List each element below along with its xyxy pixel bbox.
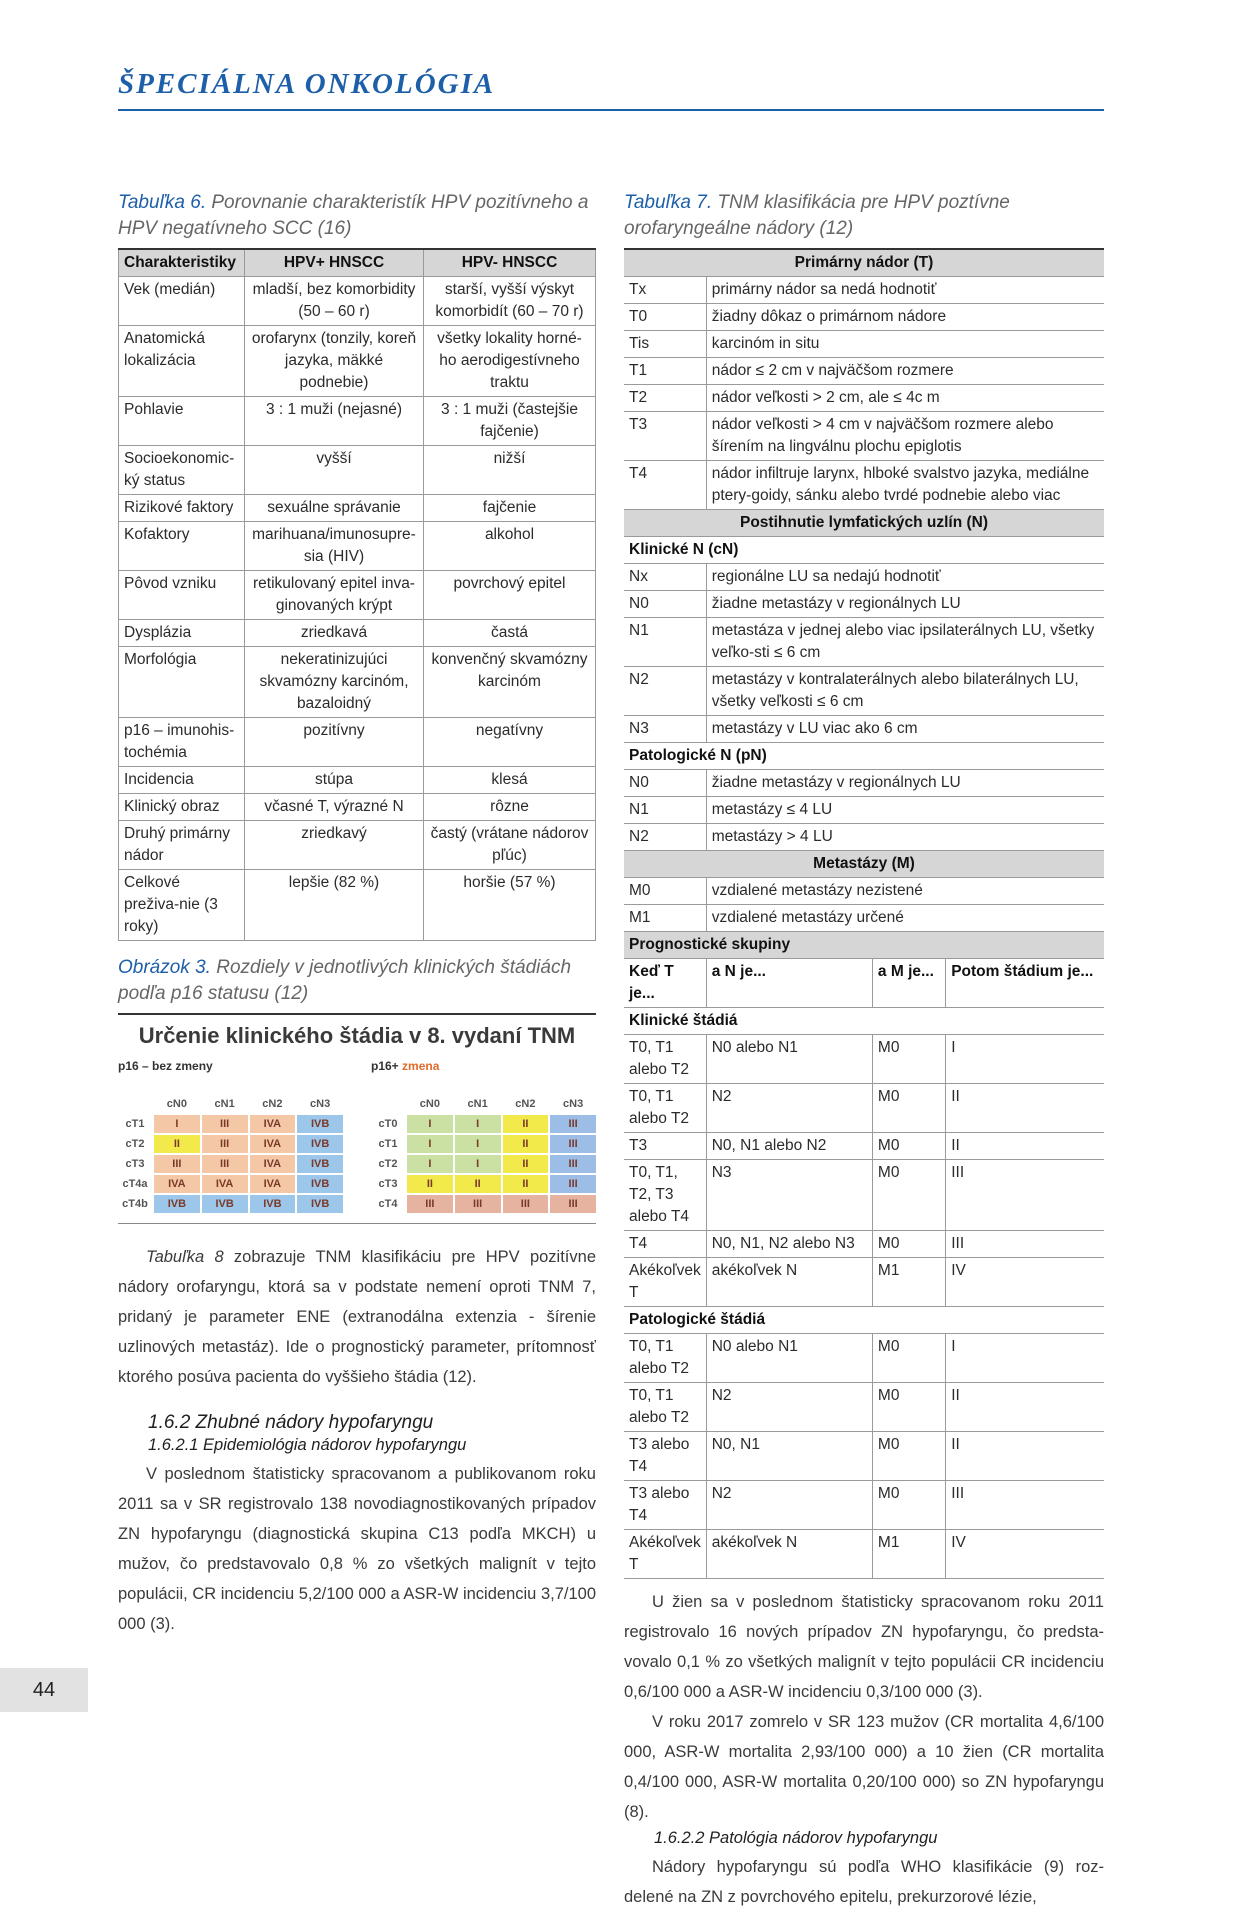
stage-cell: IVA [250, 1175, 296, 1193]
subsection-heading-1-6-2-1: 1.6.2.1 Epidemiológia nádorov hypofaryngu [148, 1436, 467, 1454]
stage-cell: III [550, 1175, 596, 1193]
stage-cell: I [407, 1115, 453, 1133]
table6-cell: Celkové preživa-nie (3 roky) [119, 870, 245, 941]
table7-clin-stage-row-cell: II [946, 1084, 1104, 1133]
table6-caption [118, 190, 596, 242]
table7-path-stage-row-cell: Akékoľvek T [624, 1530, 706, 1579]
table7-t-row [624, 412, 1104, 461]
table6-cell: klesá [424, 767, 596, 794]
table7-clin-stage-row-cell: M0 [872, 1035, 945, 1084]
table7-m-row-code: M0 [624, 878, 706, 905]
stage-col-header: cN0 [419, 1098, 440, 1110]
table7-path-stage-row [624, 1530, 1104, 1579]
stage-cell: IVB [154, 1195, 200, 1213]
table6-cell: včasné T, výrazné N [245, 794, 424, 821]
table7-path-stage-row-cell: N0, N1 [706, 1432, 872, 1481]
table7-section-nodes-text: Postihnutie lymfatických uzlín (N) [624, 510, 1104, 537]
table6-cell: Klinický obraz [119, 794, 245, 821]
table7-path-stage-row-cell: N2 [706, 1481, 872, 1530]
table7-clin-stage-row [624, 1084, 1104, 1133]
stage-cell: III [550, 1195, 596, 1213]
table7-path-stage-row-cell: akékoľvek N [706, 1530, 872, 1579]
table6-cell: 3 : 1 muži (nejasné) [245, 397, 424, 446]
table7-section-prog [624, 932, 1104, 959]
stage-row-header: cT4b [122, 1198, 148, 1210]
table7-clin-stage-row-cell: II [946, 1133, 1104, 1160]
table7-clin-stage-row-cell: M1 [872, 1258, 945, 1307]
table7-t-row-code: Tx [624, 277, 706, 304]
stage-cell: I [154, 1115, 200, 1133]
table7-t-row-desc: karcinóm in situ [706, 331, 1104, 358]
table6-cell: povrchový epitel [424, 571, 596, 620]
table7-t-row-code: T0 [624, 304, 706, 331]
table6-cell: Pôvod vzniku [119, 571, 245, 620]
table7-t-row-desc: nádor veľkosti > 2 cm, ale ≤ 4c m [706, 385, 1104, 412]
table6-row [119, 794, 596, 821]
table6-cell: Vek (medián) [119, 277, 245, 326]
stage-cell: III [503, 1195, 549, 1213]
p16-positive-grid [371, 1059, 596, 1213]
table7-t-row-desc: žiadny dôkaz o primárnom nádore [706, 304, 1104, 331]
table6-cell: marihuana/imunosupre-sia (HIV) [245, 522, 424, 571]
table6-row [119, 571, 596, 620]
table6-row [119, 870, 596, 941]
stage-cell: III [550, 1135, 596, 1153]
table7-pn-row-code: N2 [624, 824, 706, 851]
table7-path-stage-row [624, 1383, 1104, 1432]
stage-cell: III [202, 1155, 248, 1173]
table6-cell: p16 – imunohis-tochémia [119, 718, 245, 767]
paragraph-table8 [118, 1242, 596, 1392]
table7-t-row-desc: nádor ≤ 2 cm v najväčšom rozmere [706, 358, 1104, 385]
table7-pn-row-desc: metastázy ≤ 4 LU [706, 797, 1104, 824]
table6-cell: všetky lokality horné-ho aerodigestívneho traktu [424, 326, 596, 397]
table7-t-row [624, 277, 1104, 304]
table7-caption [624, 190, 1104, 242]
paragraph-mortality: V roku 2017 zomrelo v SR 123 mužov (CR mortalita 4,6/100 000, ASR-W mortalita 2,93/100 000) a 10 žien (CR mortalita 0,4/100 000, ASR-W mortalita 0,20/100 000) so ZN hypofaryngu (8). [624, 1713, 1104, 1821]
table7-clin-stage-row-cell: N3 [706, 1160, 872, 1231]
table7-sub-path-n [624, 743, 1104, 770]
table6-caption-label: Tabuľka 6. [118, 192, 207, 213]
table6-cell: negatívny [424, 718, 596, 767]
table6-cell: alkohol [424, 522, 596, 571]
paragraph-epidemiology: V poslednom štatisticky spracovanom a publikovanom roku 2011 sa v SR registrovalo 138 novodiagnostikovaných prípadov ZN hypofaryngu (diagnostická skupina C13 podľa MKCH) u mužov, čo predstavovalo 0,8 % zo všetkých malignít v tejto populácii, CR incidenciu 5,2/100 000 a ASR-W incidenciu 3,7/100 000 (3). [118, 1465, 596, 1633]
table7-path-stage-row-cell: II [946, 1432, 1104, 1481]
table7-cn-row [624, 667, 1104, 716]
table7-sub-clin-stage-text: Klinické štádiá [624, 1008, 1104, 1035]
table7-clin-stage-row-cell: akékoľvek N [706, 1258, 872, 1307]
table7-path-stage-row-cell: II [946, 1383, 1104, 1432]
table6-header: Charakteristiky [119, 249, 245, 277]
table7-clin-stage-row [624, 1258, 1104, 1307]
stage-row-header: cT3 [125, 1158, 145, 1170]
stage-row-header: cT1 [125, 1118, 145, 1130]
stage-col-header: cN2 [262, 1098, 283, 1110]
table6-cell: Druhý primárny nádor [119, 821, 245, 870]
stage-cell: II [154, 1135, 200, 1153]
table6-row [119, 522, 596, 571]
p16-negative-label: p16 – bez zmeny [118, 1059, 213, 1073]
stage-cell: IVB [297, 1155, 343, 1173]
table7-t-row [624, 304, 1104, 331]
stage-cell: II [503, 1155, 549, 1173]
stage-cell: III [550, 1155, 596, 1173]
table6 [118, 248, 596, 941]
table6-cell: mladší, bez komorbidity (50 – 60 r) [245, 277, 424, 326]
table7-pn-row [624, 797, 1104, 824]
table7-m-row-desc: vzdialené metastázy určené [706, 905, 1104, 932]
table7-clin-stage-row-cell: T3 [624, 1133, 706, 1160]
table7-prog-header [624, 959, 1104, 1008]
stage-cell: IVA [250, 1155, 296, 1173]
table7-prog-header-cell: Potom štádium je... [946, 959, 1104, 1008]
stage-cell: IVA [154, 1175, 200, 1193]
table7-clin-stage-row [624, 1231, 1104, 1258]
table7-path-stage-row-cell: M0 [872, 1481, 945, 1530]
stage-cell: II [455, 1175, 501, 1193]
stage-cell: III [455, 1195, 501, 1213]
table7-section-meta [624, 851, 1104, 878]
table6-cell: lepšie (82 %) [245, 870, 424, 941]
table6-cell: Anatomická lokalizácia [119, 326, 245, 397]
stage-cell: IVB [202, 1195, 248, 1213]
stage-cell: IVB [250, 1195, 296, 1213]
table7-pn-row-desc: žiadne metastázy v regionálnych LU [706, 770, 1104, 797]
table6-row [119, 821, 596, 870]
figure3-caption [118, 955, 596, 1007]
table7-t-row [624, 461, 1104, 510]
table7-cn-row-code: Nx [624, 564, 706, 591]
table7-prog-header-cell: Keď T je... [624, 959, 706, 1008]
table7-path-stage-row-cell: T3 alebo T4 [624, 1432, 706, 1481]
table7-t-row-desc: primárny nádor sa nedá hodnotiť [706, 277, 1104, 304]
stage-col-header: cN0 [166, 1098, 187, 1110]
table7-cn-row-code: N3 [624, 716, 706, 743]
table7-m-row-code: M1 [624, 905, 706, 932]
table7-m-row [624, 905, 1104, 932]
p16-positive-label [371, 1059, 596, 1073]
stage-row-header: cT1 [378, 1138, 398, 1150]
stage-cell: I [455, 1135, 501, 1153]
table7-t-row [624, 385, 1104, 412]
table6-cell: Kofaktory [119, 522, 245, 571]
header-rule [118, 109, 1104, 111]
table6-cell: Dysplázia [119, 620, 245, 647]
section-heading-1-6-2: 1.6.2 Zhubné nádory hypofaryngu [148, 1412, 434, 1433]
table6-cell: vyšší [245, 446, 424, 495]
table7-path-stage-row-cell: I [946, 1334, 1104, 1383]
table6-cell: pozitívny [245, 718, 424, 767]
stage-cell: IVB [297, 1115, 343, 1133]
table7-path-stage-row-cell: T0, T1 alebo T2 [624, 1334, 706, 1383]
table7-t-row-code: T3 [624, 412, 706, 461]
stage-cell: IVB [297, 1195, 343, 1213]
table7-path-stage-row-cell: T0, T1 alebo T2 [624, 1383, 706, 1432]
section-title: ŠPECIÁLNA ONKOLÓGIA [118, 68, 496, 100]
table7-t-row-desc: nádor veľkosti > 4 cm v najväčšom rozmere alebo šírením na lingválnu plochu epiglotis [706, 412, 1104, 461]
table7 [624, 248, 1104, 1579]
page-number: 44 [0, 1668, 88, 1712]
table7-caption-text: TNM klasifikácia pre HPV poztívne orofaryngeálne nádory (12) [624, 192, 1010, 239]
stage-cell: I [455, 1115, 501, 1133]
table7-clin-stage-row-cell: Akékoľvek T [624, 1258, 706, 1307]
stage-cell: I [455, 1155, 501, 1173]
table7-sub-path-stage [624, 1307, 1104, 1334]
table7-cn-row [624, 564, 1104, 591]
table7-m-row-desc: vzdialené metastázy nezistené [706, 878, 1104, 905]
table6-cell: rôzne [424, 794, 596, 821]
table7-clin-stage-row [624, 1160, 1104, 1231]
table7-path-stage-row-cell: N2 [706, 1383, 872, 1432]
table7-section-primary-text: Primárny nádor (T) [624, 249, 1104, 277]
table6-cell: Morfológia [119, 647, 245, 718]
table6-cell: orofarynx (tonzily, koreň jazyka, mäkké podnebie) [245, 326, 424, 397]
table7-sub-clin-stage [624, 1008, 1104, 1035]
table7-clin-stage-row-cell: N2 [706, 1084, 872, 1133]
stage-row-header: cT4 [378, 1198, 398, 1210]
paragraph-pathology: Nádory hypofaryngu sú podľa WHO klasifikácie (9) roz-delené na ZN z povrchového epitelu, prekurzorové lézie, [624, 1858, 1104, 1906]
table7-m-row [624, 878, 1104, 905]
table6-cell: stúpa [245, 767, 424, 794]
page-header [118, 68, 1104, 111]
table7-path-stage-row-cell: M1 [872, 1530, 945, 1579]
table6-row [119, 767, 596, 794]
table7-cn-row-desc: žiadne metastázy v regionálnych LU [706, 591, 1104, 618]
table6-row [119, 495, 596, 522]
table7-pn-row-code: N0 [624, 770, 706, 797]
table7-cn-row-code: N2 [624, 667, 706, 716]
table6-row [119, 397, 596, 446]
table6-cell: fajčenie [424, 495, 596, 522]
table7-section-primary [624, 249, 1104, 277]
table7-clin-stage-row-cell: IV [946, 1258, 1104, 1307]
table7-sub-clinical-n-text: Klinické N (cN) [624, 537, 1104, 564]
table7-path-stage-row-cell: III [946, 1481, 1104, 1530]
table6-row [119, 446, 596, 495]
table7-cn-row-desc: metastáza v jednej alebo viac ipsilaterálnych LU, všetky veľko-sti ≤ 6 cm [706, 618, 1104, 667]
table6-cell: častá [424, 620, 596, 647]
table6-cell: 3 : 1 muži (častejšie fajčenie) [424, 397, 596, 446]
table7-t-row [624, 331, 1104, 358]
table7-t-row-code: T4 [624, 461, 706, 510]
table6-cell: nižší [424, 446, 596, 495]
stage-cell: III [407, 1195, 453, 1213]
table7-t-row-desc: nádor infiltruje larynx, hlboké svalstvo jazyka, mediálne ptery-goidy, sánku alebo tvrdé podnebie alebo viac [706, 461, 1104, 510]
p16-positive-label-suffix: zmena [398, 1059, 440, 1073]
stage-row-header: cT4a [122, 1178, 148, 1190]
left-column [118, 190, 596, 1639]
table7-path-stage-row-cell: M0 [872, 1383, 945, 1432]
table6-row [119, 326, 596, 397]
table7-t-row [624, 358, 1104, 385]
table7-sub-clinical-n [624, 537, 1104, 564]
table7-cn-row [624, 591, 1104, 618]
stage-row-header: cT3 [378, 1178, 398, 1190]
table7-path-stage-row [624, 1432, 1104, 1481]
table7-path-stage-row-cell: M0 [872, 1334, 945, 1383]
stage-grid-corner [371, 1095, 405, 1113]
table7-clin-stage-row [624, 1133, 1104, 1160]
stage-cell: II [503, 1115, 549, 1133]
stage-col-header: cN3 [563, 1098, 584, 1110]
table7-t-row-code: T1 [624, 358, 706, 385]
p16-negative-grid [118, 1059, 343, 1213]
stage-cell: I [407, 1155, 453, 1173]
table7-cn-row [624, 716, 1104, 743]
stage-cell: II [407, 1175, 453, 1193]
table7-cn-row-desc: metastázy v kontralaterálnych alebo bilaterálnych LU, všetky veľkosti ≤ 6 cm [706, 667, 1104, 716]
table7-clin-stage-row-cell: III [946, 1231, 1104, 1258]
table7-sub-path-stage-text: Patologické štádiá [624, 1307, 1104, 1334]
table7-section-meta-text: Metastázy (M) [624, 851, 1104, 878]
stage-cell: IVA [250, 1135, 296, 1153]
table6-cell: zriedkavá [245, 620, 424, 647]
table7-clin-stage-row-cell: M0 [872, 1160, 945, 1231]
table6-row [119, 620, 596, 647]
right-column [624, 190, 1104, 1912]
table6-cell: Pohlavie [119, 397, 245, 446]
stage-cell: III [202, 1135, 248, 1153]
table7-cn-row-code: N1 [624, 618, 706, 667]
paragraph-table8-text: zobrazuje TNM klasifikáciu pre HPV pozitívne nádory orofaryngu, ktorá sa v podstate nemení oproti TNM 7, pridaný je parameter ENE (extranodálna extenzia - šírenie uzlinových metastáz). Ide o prognostický parameter, prítomnosť ktorého posúva pacienta do vyššieho štádia (12). [118, 1248, 596, 1386]
table6-cell: sexuálne správanie [245, 495, 424, 522]
table6-cell: Socioekonomic-ký status [119, 446, 245, 495]
subsection-heading-1-6-2-2: 1.6.2.2 Patológia nádorov hypofaryngu [654, 1829, 938, 1847]
table7-clin-stage-row-cell: T4 [624, 1231, 706, 1258]
table6-header: HPV- HNSCC [424, 249, 596, 277]
table7-clin-stage-row-cell: M0 [872, 1084, 945, 1133]
figure3 [118, 955, 596, 1224]
stage-cell: III [202, 1115, 248, 1133]
stage-col-header: cN1 [214, 1098, 235, 1110]
table7-path-stage-row [624, 1481, 1104, 1530]
table6-caption-text: Porovnanie charakteristík HPV pozitívneho a HPV negatívneho SCC (16) [118, 192, 589, 239]
table7-cn-row-code: N0 [624, 591, 706, 618]
table6-header: HPV+ HNSCC [245, 249, 424, 277]
table7-clin-stage-row-cell: N0, N1, N2 alebo N3 [706, 1231, 872, 1258]
stage-cell: II [503, 1135, 549, 1153]
table7-t-row-code: Tis [624, 331, 706, 358]
table6-row [119, 718, 596, 767]
p16-positive-label-main: p16+ [371, 1059, 399, 1073]
stage-cell: IVA [202, 1175, 248, 1193]
stage-cell: III [154, 1155, 200, 1173]
table6-cell: retikulovaný epitel inva-ginovaných krýpt [245, 571, 424, 620]
table7-clin-stage-row-cell: T0, T1 alebo T2 [624, 1035, 706, 1084]
table7-path-stage-row-cell: T3 alebo T4 [624, 1481, 706, 1530]
table7-path-stage-row-cell: IV [946, 1530, 1104, 1579]
table7-pn-row-desc: metastázy > 4 LU [706, 824, 1104, 851]
stage-col-header: cN3 [310, 1098, 331, 1110]
table7-clin-stage-row-cell: I [946, 1035, 1104, 1084]
stage-cell: III [550, 1115, 596, 1133]
table6-cell: konvenčný skvamózny karcinóm [424, 647, 596, 718]
table7-path-stage-row-cell: M0 [872, 1432, 945, 1481]
table6-cell: Incidencia [119, 767, 245, 794]
figure3-caption-label: Obrázok 3. [118, 957, 211, 978]
table7-section-nodes [624, 510, 1104, 537]
figure3-title: Určenie klinického štádia v 8. vydaní TNM [138, 1023, 576, 1048]
stage-cell: IVA [250, 1115, 296, 1133]
stage-row-header: cT0 [378, 1118, 398, 1130]
table7-section-prog-text: Prognostické skupiny [624, 932, 1104, 959]
table7-path-stage-row-cell: N0 alebo N1 [706, 1334, 872, 1383]
table6-cell: zriedkavý [245, 821, 424, 870]
stage-col-header: cN2 [515, 1098, 536, 1110]
stage-cell: II [503, 1175, 549, 1193]
table7-caption-label: Tabuľka 7. [624, 192, 713, 213]
table6-cell: častý (vrátane nádorov pľúc) [424, 821, 596, 870]
table6-cell: Rizikové faktory [119, 495, 245, 522]
table7-clin-stage-row-cell: M0 [872, 1231, 945, 1258]
table8-ref: Tabuľka 8 [146, 1248, 224, 1266]
table7-pn-row [624, 770, 1104, 797]
table6-row [119, 647, 596, 718]
table7-prog-header-cell: a M je... [872, 959, 945, 1008]
stage-row-header: cT2 [378, 1158, 398, 1170]
table6-cell: starší, vyšší výskyt komorbidít (60 – 70 r) [424, 277, 596, 326]
table7-clin-stage-row-cell: T0, T1, T2, T3 alebo T4 [624, 1160, 706, 1231]
table7-clin-stage-row-cell: III [946, 1160, 1104, 1231]
table7-cn-row [624, 618, 1104, 667]
stage-cell: IVB [297, 1175, 343, 1193]
stage-grid-corner [118, 1095, 152, 1113]
table7-sub-path-n-text: Patologické N (pN) [624, 743, 1104, 770]
table7-clin-stage-row-cell: N0, N1 alebo N2 [706, 1133, 872, 1160]
table7-pn-row [624, 824, 1104, 851]
table7-path-stage-row [624, 1334, 1104, 1383]
table7-clin-stage-row-cell: N0 alebo N1 [706, 1035, 872, 1084]
figure3-caption-text: Rozdiely v jednotlivých klinických štádiách podľa p16 statusu (12) [118, 957, 572, 1004]
stage-cell: I [407, 1135, 453, 1153]
paragraph-women-incidence: U žien sa v poslednom štatisticky spracovanom roku 2011 registrovalo 16 nových prípadov ZN hypofaryngu, čo predsta-vovalo 0,1 % zo všetkých malignít v tejto populácii CR incidenciu 0,6/100 000 a ASR-W incidenciu 0,3/100 000 (3). [624, 1593, 1104, 1701]
table6-cell: nekeratinizujúci skvamózny karcinóm, bazaloidný [245, 647, 424, 718]
table7-cn-row-desc: regionálne LU sa nedajú hodnotiť [706, 564, 1104, 591]
stage-row-header: cT2 [125, 1138, 145, 1150]
table6-row [119, 277, 596, 326]
stage-cell: IVB [297, 1135, 343, 1153]
table7-pn-row-code: N1 [624, 797, 706, 824]
table7-clin-stage-row-cell: T0, T1 alebo T2 [624, 1084, 706, 1133]
table7-clin-stage-row-cell: M0 [872, 1133, 945, 1160]
stage-col-header: cN1 [467, 1098, 488, 1110]
figure3-image [118, 1013, 596, 1224]
table7-t-row-code: T2 [624, 385, 706, 412]
table6-cell: horšie (57 %) [424, 870, 596, 941]
table7-prog-header-cell: a N je... [706, 959, 872, 1008]
table7-cn-row-desc: metastázy v LU viac ako 6 cm [706, 716, 1104, 743]
table7-clin-stage-row [624, 1035, 1104, 1084]
